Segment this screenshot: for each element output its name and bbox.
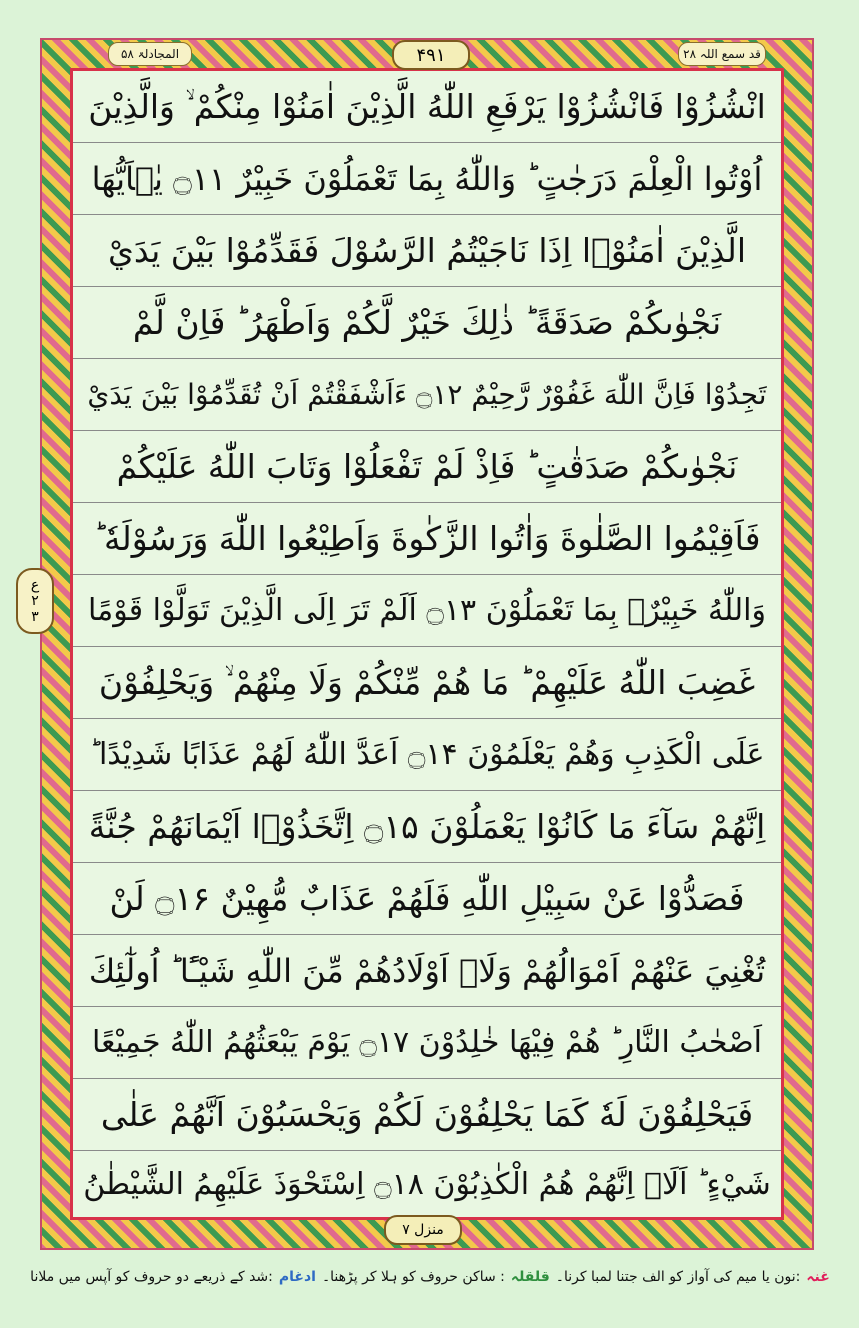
verse-line-text: الَّذِيْنَ اٰمَنُوْۤا اِذَا نَاجَيْتُمُ الرَّسُوْلَ فَقَدِّمُوْا بَيْنَ يَدَيْ	[107, 231, 747, 270]
verse-line-text: عَلَى الْكَذِبِ وَهُمْ يَعْلَمُوْنَ ۝۱۴ اَعَدَّ اللّٰهُ لَهُمْ عَذَابًا شَدِيْدًا ؕ	[89, 737, 765, 772]
verse-line-7	[73, 503, 781, 575]
ruku-letter: ع	[30, 577, 40, 593]
tajweed-legend	[30, 1262, 830, 1292]
verse-line-text: فَصَدُّوْا عَنْ سَبِيْلِ اللّٰهِ فَلَهُمْ عَذَابٌ مُّهِيْنٌ ۝۱۶ لَنْ	[109, 879, 745, 918]
verse-line-text: اَصْحٰبُ النَّارِ ؕ هُمْ فِيْهَا خٰلِدُوْنَ ۝۱۷ يَوْمَ يَبْعَثُهُمُ اللّٰهُ جَمِيْعًا	[91, 1025, 763, 1060]
verse-line-10	[73, 719, 781, 791]
verse-line-4	[73, 287, 781, 359]
legend-ghunna-term: غنہ	[806, 1269, 830, 1285]
verse-line-text: تُغْنِيَ عَنْهُمْ اَمْوَالُهُمْ وَلَاۤ اَوْلَادُهُمْ مِّنَ اللّٰهِ شَيْـًٔا ؕ اُولٰٓئِكَ	[88, 951, 766, 990]
verse-line-6	[73, 431, 781, 503]
verse-line-5	[73, 359, 781, 431]
verse-line-16	[73, 1151, 781, 1217]
verse-line-12	[73, 863, 781, 935]
verse-line-text: تَجِدُوْا فَاِنَّ اللّٰهَ غَفُوْرٌ رَّحِيْمٌ ۝۱۲ ءَاَشْفَقْتُمْ اَنْ تُقَدِّمُوْا بَيْنَ يَدَيْ	[87, 378, 767, 411]
manzil-label: منزل ۷	[384, 1215, 462, 1245]
verse-line-text: فَاَقِيْمُوا الصَّلٰوةَ وَاٰتُوا الزَّكٰوةَ وَاَطِيْعُوا اللّٰهَ وَرَسُوْلَهٗ ؕ	[93, 519, 761, 558]
verse-line-text: اُوْتُوا الْعِلْمَ دَرَجٰتٍ ؕ وَاللّٰهُ بِمَا تَعْمَلُوْنَ خَبِيْرٌ ۝۱۱ يٰۤاَيُّهَا	[91, 159, 763, 198]
juz-label: قد سمع اللہ ۲۸	[678, 42, 766, 66]
verse-line-2	[73, 143, 781, 215]
ruku-verse-count: ۳	[31, 609, 39, 625]
verse-line-1	[73, 71, 781, 143]
surah-label: المجادلۃ ۵۸	[108, 42, 192, 66]
legend-ghunna-desc: :نون یا میم کی آواز کو الف جتنا لمبا کرنا۔	[555, 1269, 801, 1285]
verse-line-3	[73, 215, 781, 287]
verse-line-11	[73, 791, 781, 863]
verse-line-text: فَيَحْلِفُوْنَ لَهٗ كَمَا يَحْلِفُوْنَ لَكُمْ وَيَحْسَبُوْنَ اَنَّهُمْ عَلٰى	[100, 1095, 754, 1134]
legend-idgham-term: ادغام	[278, 1269, 316, 1285]
verse-line-text: اِنَّهُمْ سَآءَ مَا كَانُوْا يَعْمَلُوْنَ ۝۱۵ اِتَّخَذُوْۤا اَيْمَانَهُمْ جُنَّةً	[88, 807, 766, 846]
verse-line-text: انْشُزُوْا فَانْشُزُوْا يَرْفَعِ اللّٰهُ الَّذِيْنَ اٰمَنُوْا مِنْكُمْ ۙ وَالَّذِيْنَ	[88, 86, 766, 126]
verse-line-9	[73, 647, 781, 719]
verse-line-15	[73, 1079, 781, 1151]
verse-line-text: شَيْءٍ ؕ اَلَاۤ اِنَّهُمْ هُمُ الْكٰذِبُوْنَ ۝۱۸ اِسْتَحْوَذَ عَلَيْهِمُ الشَّيْطٰنُ	[83, 1166, 771, 1202]
legend-qalqala-desc: : ساکن حروف کو ہلا کر پڑھنا۔	[321, 1269, 505, 1285]
verse-line-text: وَاللّٰهُ خَبِيْرٌۢ بِمَا تَعْمَلُوْنَ ۝۱۳ اَلَمْ تَرَ اِلَى الَّذِيْنَ تَوَلَّوْا قَوْمًا	[88, 593, 766, 628]
ruku-marker	[16, 568, 54, 634]
verse-line-text: نَجْوٰىكُمْ صَدَقَةً ؕ ذٰلِكَ خَيْرٌ لَّكُمْ وَاَطْهَرُ ؕ فَاِنْ لَّمْ	[132, 303, 722, 342]
verse-line-8	[73, 575, 781, 647]
verse-line-text: نَجْوٰىكُمْ صَدَقٰتٍ ؕ فَاِذْ لَمْ تَفْعَلُوْا وَتَابَ اللّٰهُ عَلَيْكُمْ	[116, 447, 738, 486]
verse-line-text: غَضِبَ اللّٰهُ عَلَيْهِمْ ؕ مَا هُمْ مِّنْكُمْ وَلَا مِنْهُمْ ۙ وَيَحْلِفُوْنَ	[98, 662, 756, 702]
ruku-number: ۲	[31, 593, 39, 609]
legend-qalqala-term: قلقلہ	[510, 1269, 550, 1285]
legend-idgham-desc: :شد کے ذریعے دو حروف کو آپس میں ملانا	[30, 1269, 273, 1285]
verse-line-13	[73, 935, 781, 1007]
verse-text-area	[73, 71, 781, 1217]
page-number: ۴۹۱	[392, 40, 470, 70]
verse-line-14	[73, 1007, 781, 1079]
